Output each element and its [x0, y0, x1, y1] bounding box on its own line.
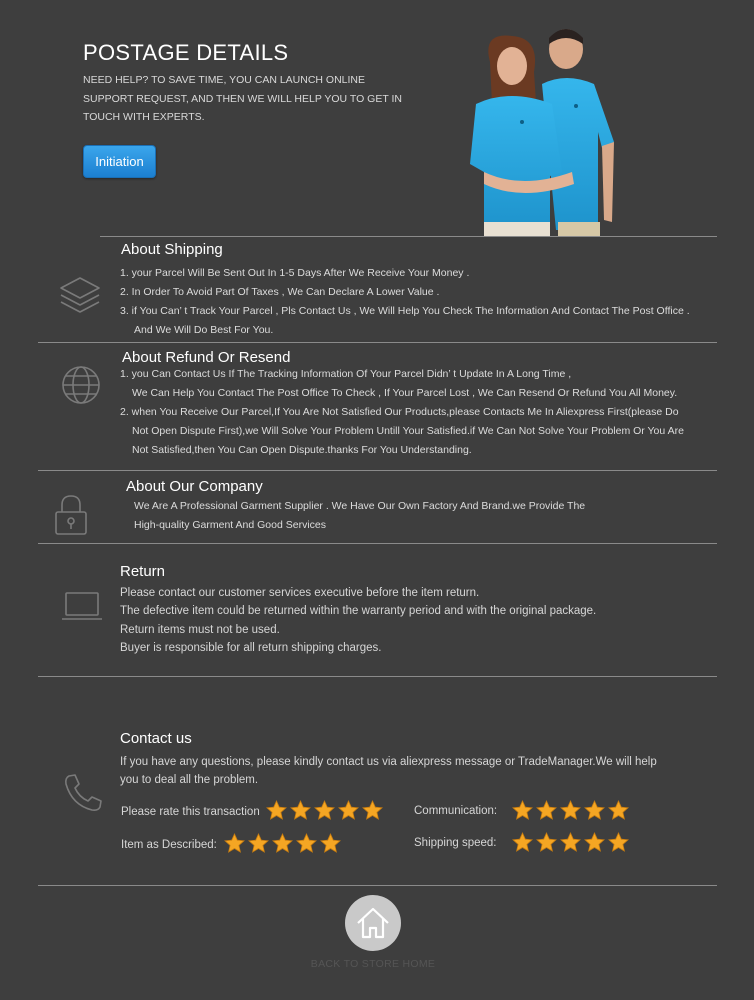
refund-line: Not Satisfied,then You Can Open Dispute.thanks For You Understanding.	[132, 444, 472, 456]
refund-line: 2. when You Receive Our Parcel,If You Are Not Satisfied Our Products,please Contacts Me In Aliexpress First(please Do	[120, 406, 679, 418]
company-line: We Are A Professional Garment Supplier . We Have Our Own Factory And Brand.we Provide The	[134, 500, 586, 512]
return-line: Please contact our customer services executive before the item return.	[120, 587, 480, 599]
return-line: Return items must not be used.	[120, 624, 280, 636]
home-icon	[353, 903, 393, 943]
star-icon[interactable]	[314, 800, 335, 821]
models-photo	[462, 22, 658, 236]
shipping-line: 1. your Parcel Will Be Sent Out In 1-5 Days After We Receive Your Money .	[120, 267, 470, 279]
section-divider	[38, 470, 717, 471]
contact-title: Contact us	[120, 730, 192, 747]
shipping-line: 2. In Order To Avoid Part Of Taxes , We Can Declare A Lower Value .	[120, 286, 440, 298]
rating-label: Please rate this transaction	[121, 806, 260, 818]
return-line: Buyer is responsible for all return shipping charges.	[120, 642, 382, 654]
company-title: About Our Company	[126, 478, 263, 495]
star-icon[interactable]	[296, 833, 317, 854]
star-icon[interactable]	[536, 800, 557, 821]
shipping-line: 3. if You Can’ t Track Your Parcel , Pls Contact Us , We Will Help You Check The Information And Contact The Post Office .	[120, 305, 690, 317]
shipping-line: And We Will Do Best For You.	[134, 324, 274, 336]
lock-icon	[48, 492, 94, 538]
rating-label: Communication:	[414, 805, 498, 817]
section-divider	[38, 676, 717, 677]
contact-line: If you have any questions, please kindly contact us via aliexpress message or TradeManager.We will help	[120, 756, 657, 768]
store-home-link[interactable]: BACK TO STORE HOME	[310, 958, 436, 970]
rating-stars[interactable]	[266, 800, 383, 821]
page-title: POSTAGE DETAILS	[83, 40, 289, 65]
star-icon[interactable]	[512, 832, 533, 853]
refund-line: 1. you Can Contact Us If The Tracking Information Of Your Parcel Didn’ t Update In A Long Time ,	[120, 368, 572, 380]
rating-label: Item as Described:	[121, 839, 217, 851]
section-divider	[38, 885, 717, 886]
refund-line: We Can Help You Contact The Post Office To Check , If Your Parcel Lost , We Can Resend Or Refund You All Money.	[132, 387, 678, 399]
rating-stars[interactable]	[224, 833, 341, 854]
star-icon[interactable]	[338, 800, 359, 821]
layers-icon	[57, 272, 103, 318]
store-home-button[interactable]	[345, 895, 401, 951]
star-icon[interactable]	[362, 800, 383, 821]
section-divider	[38, 543, 717, 544]
rating-stars[interactable]	[512, 832, 629, 853]
star-icon[interactable]	[560, 800, 581, 821]
initiation-button[interactable]: Initiation	[83, 145, 156, 178]
star-icon[interactable]	[584, 800, 605, 821]
rating-label: Shipping speed:	[414, 837, 497, 849]
star-icon[interactable]	[584, 832, 605, 853]
star-icon[interactable]	[290, 800, 311, 821]
rating-stars[interactable]	[512, 800, 629, 821]
return-line: The defective item could be returned within the warranty period and with the original package.	[120, 605, 597, 617]
star-icon[interactable]	[224, 833, 245, 854]
laptop-icon	[60, 585, 106, 631]
phone-icon	[60, 770, 106, 816]
shipping-title: About Shipping	[121, 241, 223, 258]
star-icon[interactable]	[512, 800, 533, 821]
star-icon[interactable]	[560, 832, 581, 853]
globe-icon	[58, 362, 104, 408]
return-title: Return	[120, 563, 166, 580]
help-description: NEED HELP? TO SAVE TIME, YOU CAN LAUNCH ONLINE SUPPORT REQUEST, AND THEN WE WILL HELP YOU TO GET IN TOUCH WITH EXPERTS.	[83, 74, 402, 123]
company-line: High-quality Garment And Good Services	[134, 519, 327, 531]
star-icon[interactable]	[248, 833, 269, 854]
star-icon[interactable]	[608, 832, 629, 853]
section-divider	[38, 342, 717, 343]
star-icon[interactable]	[536, 832, 557, 853]
star-icon[interactable]	[266, 800, 287, 821]
refund-line: Not Open Dispute First),we Will Solve Your Problem Untill Your Satisfied.if We Can Not Solve Your Problem Or You Are	[132, 425, 684, 437]
star-icon[interactable]	[320, 833, 341, 854]
section-divider	[100, 236, 717, 237]
star-icon[interactable]	[272, 833, 293, 854]
contact-line: you to deal all the problem.	[120, 774, 259, 786]
refund-title: About Refund Or Resend	[122, 349, 291, 366]
star-icon[interactable]	[608, 800, 629, 821]
